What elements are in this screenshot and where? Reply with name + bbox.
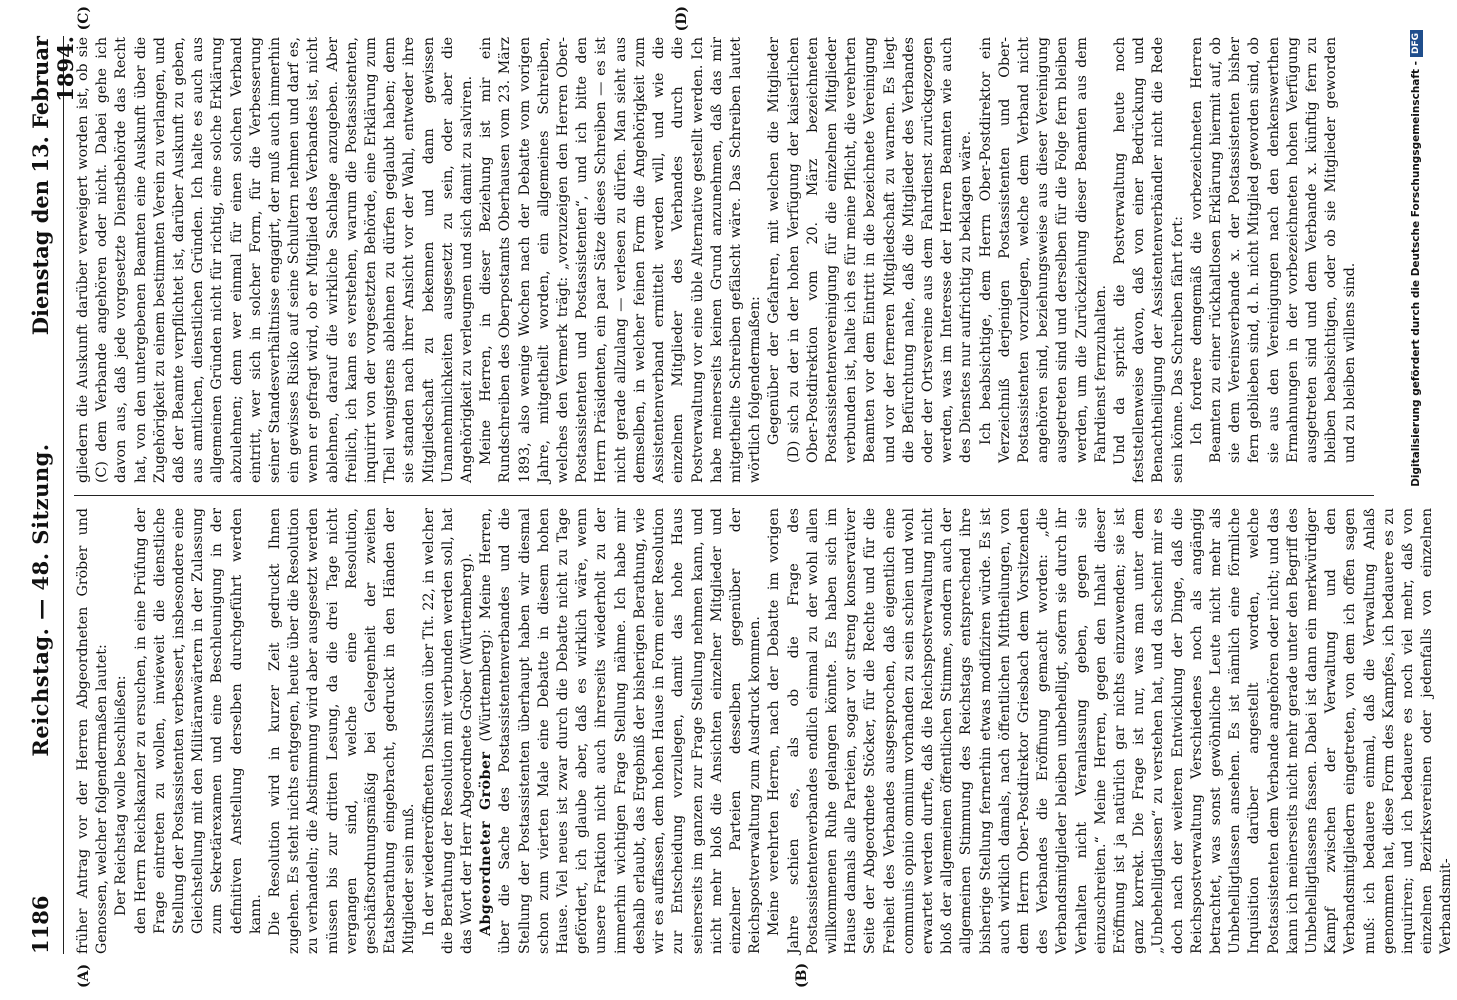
paragraph: Meine verehrten Herren, nach der Debatte im vorigen Jahre schien es, als ob die Frage des Postassistentenverbandes endlich einmal zu der wohl allen willkommenen Ruhe gelangen könnte. Es haben sich im Hause damals alle Parteien, sogar vor streng konservativer Seite der Abgeordnete Stöcker, für die Rechte und für die Freiheit des Verbandes ausgesprochen, daß eigentlich eine communis opinio omnium vorhanden zu sein schien und wohl erwartet werden durfte, daß die Reichspostverwaltung nicht bloß der allgemeinen öffentlichen Stimme, sondern auch der allgemeinen Stimmung des Reichstags entsprechend ihre bisherige Stellung fernerhin etwas modifiziren würde. Es ist auch wirklich damals, nach öffentlichen Mittheilungen, von dem Herrn Ober-Postdirektor Griesbach dem Vorsitzenden des Verbandes die Eröffnung gemacht worden: „die Verbandsmitglieder bleiben unbehelligt, sofern sie durch ihr Verhalten nicht Veranlassung geben, gegen sie einzuschreiten.“ Meine Herren, gegen den Inhalt dieser Eröffnung ist ja natürlich gar nichts einzuwenden; sie ist ganz korrekt. Die Frage ist nur, was man unter dem „Unbehelligtlassen“ zu verstehen hat, und da scheint mir es doch nach der weiteren Entwicklung der Dinge, daß die Reichspostverwaltung Verschiedenes noch als angängig betrachtet, was sonst gewöhnliche Leute nicht mehr als Unbehelligtlassen ansehen. Es ist nämlich eine förmliche Inquisition darüber angestellt worden, welche Postassistenten dem Verbande angehören oder nicht; und das kann ich meinerseits nicht mehr gerade unter den Begriff des Unbehelligtlassens fassen. Dabei ist dann ein merkwürdiger Kampf zwischen der Verwaltung und den Verbandsmitgliedern eingetreten, von dem ich offen sagen muß: ich bedauere einmal, daß die Verwaltung Anlaß genommen hat, diese Form des Kampfes, ich bedauere es zu inquiriren; und ich bedauere es noch viel mehr, daß von einzelnen Bezirksvereinen oder jedenfalls von einzelnen Verbandsmit- <box>766 508 1455 954</box>
quote-heading: Der Reichstag wolle beschließen: <box>113 675 130 916</box>
margin-marker-a: (A) <box>76 963 92 988</box>
session-title: Reichstag. — 48. Sitzung. <box>28 443 53 757</box>
column-divider <box>74 495 1374 496</box>
quote-paragraph: Ich fordere demgemäß die vorbezeichneten Herren Beamten zu einer rückhaltlosen Erklärung hiermit auf, ob sie dem Vereinsverbande x. der Postassistenten bisher fern geblieben sind, d. h. nicht Mitglied geworden sind, ob sie aus den Vereinigungen nach den denkenswerthen Ermahnungen in der vorbezeichneten hohen Verfügung ausgetreten sind und dem Verbande x. künftig fern zu bleiben beabsichtigen, oder ob sie Mitglieder geworden und zu bleiben willens sind. <box>1188 37 1359 463</box>
dfg-logo: DFG <box>1410 30 1423 57</box>
footer-text: Digitalisierung gefördert durch die Deutsche Forschungsgemeinschaft - <box>1410 61 1422 487</box>
paragraph: In der wiedereröffneten Diskussion über Tit. 22, in welcher die Berathung der Resolution mit verbunden werden soll, hat das Wort der Herr Abgeordnete Gröber (Württemberg). <box>420 508 476 954</box>
digitization-footer <box>1401 0 1432 1000</box>
paragraph: Meine Herren, in dieser Beziehung ist mir ein Rundschreiben des Oberpostamts Oberhausen vom 23. März 1893, also wenige Wochen nach der Debatte vom vorigen Jahre, mitgetheilt worden, ein allgemeines Schreiben, welches den Vermerk trägt: „vorzuzeigen den Herren Ober-Postassistenten und Postassistenten“, und ich bitte den Herrn Präsidenten, ein paar Sätze dieses Schreiben — es ist nicht gerade allzulang — verlesen zu dürfen. Man sieht aus demselben, in welcher feinen Form die Angehörigkeit zum Assistentenverband ermittelt werden will, und wie die einzelnen Mitglieder des Verbandes durch die Postverwaltung vor eine üble Alternative gestellt werden. Ich habe meinerseits keinen Grund anzunehmen, daß das mir mitgetheilte Schreiben gefälscht wäre. Das Schreiben lautet wörtlich folgendermaßen: <box>478 37 764 483</box>
right-column <box>74 37 1374 483</box>
speech-paragraph <box>477 508 765 954</box>
quote-paragraph: den Herrn Reichskanzler zu ersuchen, in eine Prüfung der Frage eintreten zu wollen, inwieweit die dienstliche Stellung der Postassistenten verbessert, insbesondere eine Gleichstellung mit den Militäranwärtern in der Zulassung zum Sekretärexamen und eine Beschleunigung in der definitiven Anstellung derselben durchgeführt werden kann. <box>132 508 264 934</box>
speech-text: (Württemberg): Meine Herren, über die Sache des Postassistentenverbandes und die Stellung der Postassistenten überhaupt haben wir diesmal schon zum vierten Male eine Debatte in diesem hohen Hause. Viel neues ist zwar durch die Debatte nicht zu Tage gefördert, ich glaube aber, daß es wirklich wäre, wenn unsere Fraktion nicht auch ihrerseits wiederholt zu der immerhin wichtigen Frage Stellung nähme. Ich habe mir deshalb erlaubt, das Ergebniß der bisherigen Berathung, wie wir es auffassen, dem hohen Hause in Form einer Resolution zur Entscheidung vorzulegen, damit das hohe Haus seinerseits im ganzen zur Frage Stellung nehmen kann, und nicht mehr bloß die Ansichten einzelner Mitglieder und einzelner Parteien desselben gegenüber der Reichspostverwaltung zum Ausdruck kommen. <box>478 507 764 954</box>
paragraph: gliedern die Auskunft darüber verweigert worden ist, ob sie (C) dem Verbande angehören oder nicht. Dabei gehe ich davon aus, daß jede vorgesetzte Dienstbehörde das Recht hat, von den untergebenen Beamten eine Auskunft über die Zugehörigkeit zu einem bestimmten Verein zu verlangen, und daß der Beamte verpflichtet ist, darüber Auskunft zu geben, aus amtlichen, dienstlichen Gründen. Ich halte es auch aus allgemeinen Gründen nicht für richtig, eine solche Erklärung abzulehnen; denn wer einmal für einen solchen Verband eintritt, wer sich in solcher Form, für die Verbesserung seiner Standesverhältnisse engagirt, der muß auch immerhin ein gewisses Risiko auf seine Schultern nehmen und darf es, wenn er gefragt wird, ob er Mitglied des Verbandes ist, nicht ablehnen, darauf die wirkliche Sachlage anzugeben. Aber freilich, ich kann es verstehen, warum die Postassistenten, inquirirt von der vorgesetzten Behörde, eine Erklärung zum Theil wenigstens ablehnen zu dürfen geglaubt haben; denn sie standen nach ihrer Ansicht vor der Wahl, entweder ihre Mitgliedschaft zu bekennen und dann gewissen Unannehmlichkeiten ausgesetzt zu sein, oder aber die Angehörigkeit zu verleugnen und sich damit zu salviren. <box>75 37 476 483</box>
paragraph: früher Antrag vor der Herren Abgeordneten Gröber und Genossen, welcher folgendermaßen lautet: <box>75 508 111 954</box>
page-header <box>28 36 78 954</box>
speaker-name: Abgeordneter Gröber <box>478 751 495 936</box>
page-number: 1186 <box>28 895 53 954</box>
margin-marker-d: (D) <box>674 6 690 32</box>
paragraph: Und da spricht die Postverwaltung heute noch feststellenweise davon, daß von einer Bedrückung und Benachtheiligung der Assistentenverbändler nicht die Rede sein könne. Das Schreiben fährt fort: <box>1111 37 1186 483</box>
quote-paragraph: Ich beabsichtige, dem Herrn Ober-Postdirektor ein Verzeichniß derjenigen Postassistenten und Ober-Postassistenten vorzulegen, welche dem Verband nicht angehören sind, beziehungsweise aus dieser Vereinigung ausgetreten sind und derselben für die Folge fern bleiben werden, um die Zurückziehung dieser Beamten aus dem Fahrdienst fernzuhalten. <box>977 37 1109 463</box>
paragraph: Die Resolution wird in kurzer Zeit gedruckt Ihnen zugehen. Es steht nichts entgegen, heute über die Resolution zu verhandeln; die Abstimmung wird aber ausgesetzt werden müssen bis zur dritten Lesung, da die drei Tage nicht vergangen sind, welche eine Resolution, geschäftsordnungsmäßig bei Gelegenheit der zweiten Etatsberathung eingebracht, gedruckt in den Händen der Mitglieder sein muß. <box>267 508 418 954</box>
margin-marker-b: (B) <box>794 962 810 988</box>
session-date: Dienstag den 13. Februar 1894. <box>28 36 78 336</box>
quote-paragraph: Gegenüber der Gefahren, mit welchen die Mitglieder (D) sich zu der in der hohen Verfügung der kaiserlichen Ober-Postdirektion vom 20. März bezeichneten Postassistentenvereinigung für die einzelnen Mitglieder verbunden ist, halte ich es für meine Pflicht, die verehrten Beamten vor dem Eintritt in die bezeichnete Vereinigung und vor der ferneren Mitgliedschaft zu warnen. Es liegt die Befürchtung nahe, daß die Mitglieder des Verbandes oder der Ortsvereine aus dem Fahrdienst zurückgezogen werden, was im Interesse der Herren Beamten wie auch des Dienstes nur aufrichtig zu beklagen wäre. <box>766 37 975 463</box>
margin-marker-c: (C) <box>76 6 92 31</box>
left-column <box>74 507 1455 954</box>
